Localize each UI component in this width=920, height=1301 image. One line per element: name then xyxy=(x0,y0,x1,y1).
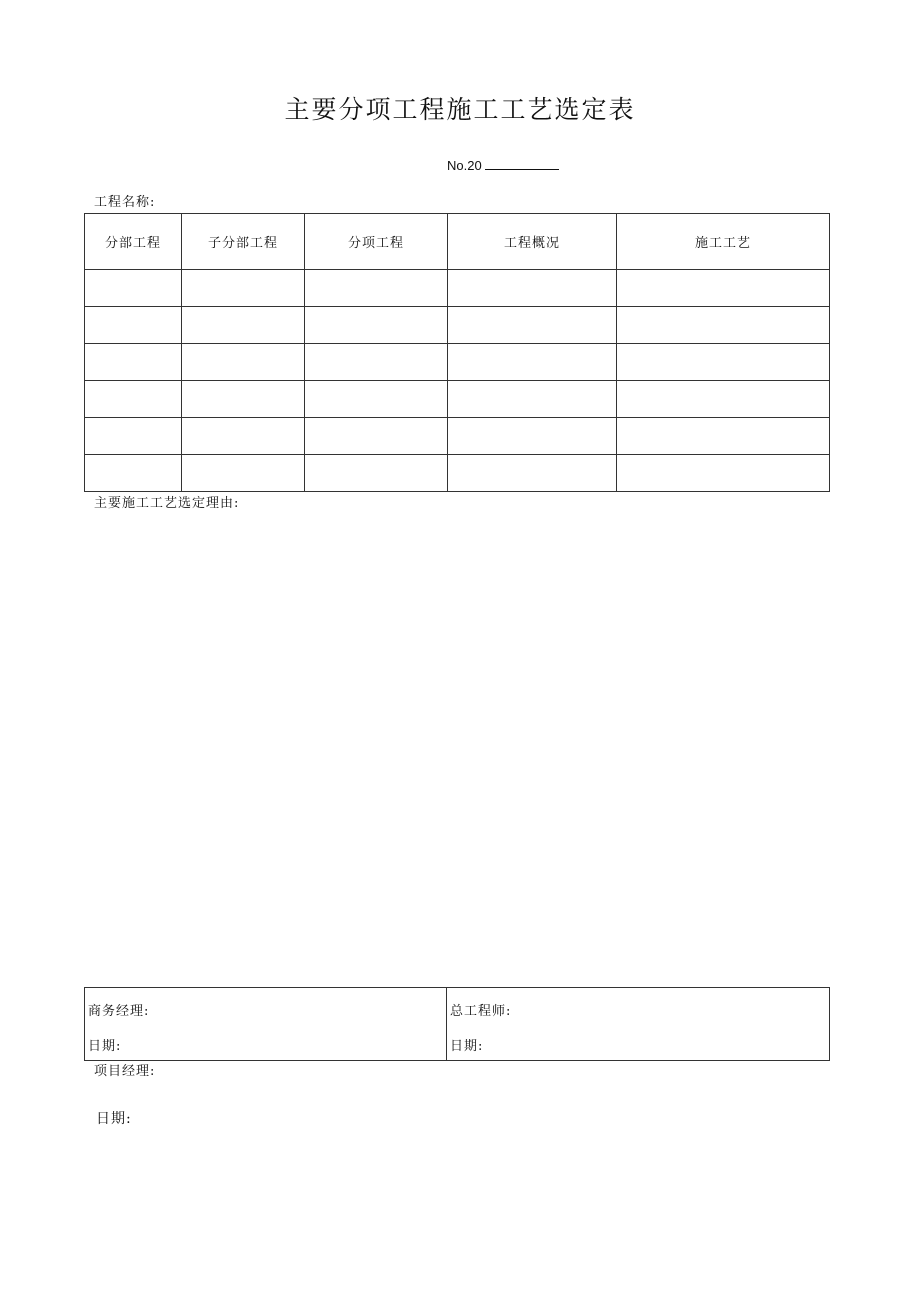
table-cell[interactable] xyxy=(448,270,617,307)
header-subitem: 分项工程 xyxy=(305,214,448,270)
header-division: 分部工程 xyxy=(85,214,182,270)
chief-engineer-cell[interactable] xyxy=(447,988,830,1061)
business-manager-cell[interactable] xyxy=(85,988,447,1061)
table-cell[interactable] xyxy=(617,270,830,307)
business-manager-date-label: 日期: xyxy=(88,1039,122,1054)
table-header-row xyxy=(85,214,830,270)
serial-prefix: No.20 xyxy=(447,158,482,173)
table-cell[interactable] xyxy=(305,270,448,307)
table-cell[interactable] xyxy=(305,307,448,344)
table-row xyxy=(85,270,830,307)
table-cell[interactable] xyxy=(85,455,182,492)
table-cell[interactable] xyxy=(448,455,617,492)
process-selection-table xyxy=(84,213,830,492)
header-subdivision: 子分部工程 xyxy=(182,214,305,270)
table-row xyxy=(85,344,830,381)
signoff-row xyxy=(85,988,830,1061)
table-cell[interactable] xyxy=(305,455,448,492)
table-cell[interactable] xyxy=(617,307,830,344)
table-cell[interactable] xyxy=(617,418,830,455)
table-row xyxy=(85,418,830,455)
header-overview: 工程概况 xyxy=(448,214,617,270)
serial-number xyxy=(447,157,559,174)
business-manager-label: 商务经理: xyxy=(88,1004,150,1019)
table-cell[interactable] xyxy=(305,344,448,381)
table-cell[interactable] xyxy=(85,344,182,381)
table-cell[interactable] xyxy=(448,418,617,455)
table-cell[interactable] xyxy=(182,455,305,492)
table-cell[interactable] xyxy=(85,270,182,307)
signoff-table xyxy=(84,987,830,1061)
table-cell[interactable] xyxy=(182,418,305,455)
table-cell[interactable] xyxy=(617,455,830,492)
table-cell[interactable] xyxy=(182,381,305,418)
project-name-label: 工程名称: xyxy=(94,195,156,210)
table-cell[interactable] xyxy=(305,418,448,455)
table-cell[interactable] xyxy=(85,418,182,455)
header-process: 施工工艺 xyxy=(617,214,830,270)
table-row xyxy=(85,307,830,344)
chief-engineer-date-label: 日期: xyxy=(450,1039,484,1054)
table-cell[interactable] xyxy=(182,307,305,344)
table-cell[interactable] xyxy=(182,270,305,307)
table-row xyxy=(85,455,830,492)
serial-blank-field[interactable] xyxy=(485,157,559,170)
selection-reason-label: 主要施工工艺选定理由: xyxy=(94,496,240,511)
table-cell[interactable] xyxy=(85,381,182,418)
form-title: 主要分项工程施工工艺选定表 xyxy=(284,95,636,124)
table-cell[interactable] xyxy=(182,344,305,381)
table-cell[interactable] xyxy=(305,381,448,418)
table-cell[interactable] xyxy=(448,344,617,381)
table-row xyxy=(85,381,830,418)
chief-engineer-label: 总工程师: xyxy=(450,1004,512,1019)
table-cell[interactable] xyxy=(448,381,617,418)
table-cell[interactable] xyxy=(617,381,830,418)
table-cell[interactable] xyxy=(85,307,182,344)
project-manager-date-label: 日期: xyxy=(96,1111,132,1127)
project-manager-label: 项目经理: xyxy=(94,1064,156,1079)
table-cell[interactable] xyxy=(448,307,617,344)
table-cell[interactable] xyxy=(617,344,830,381)
